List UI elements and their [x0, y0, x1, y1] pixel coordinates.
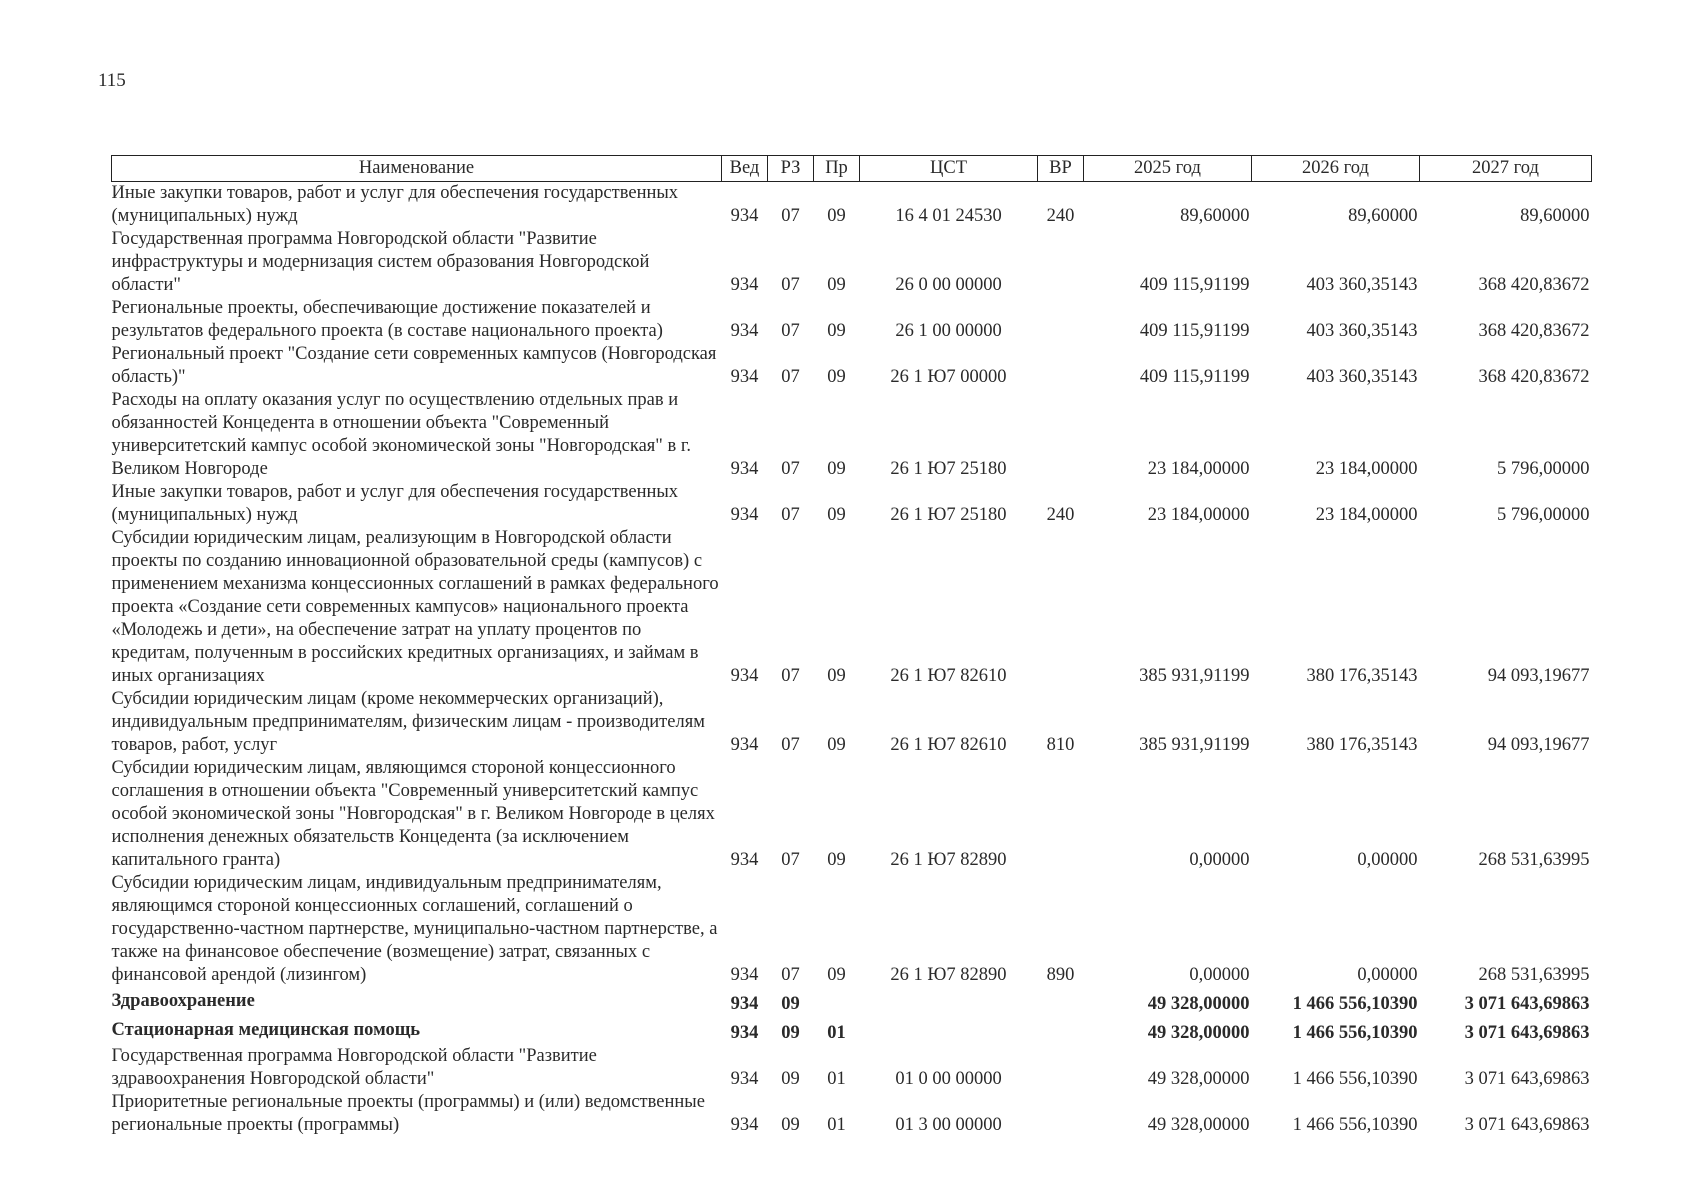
row-2027: 3 071 643,69863 — [1464, 1069, 1590, 1089]
row-vr — [1038, 1091, 1084, 1137]
row-rz: 07 — [781, 965, 800, 985]
row-2027: 268 531,63995 — [1478, 965, 1590, 985]
table-row — [112, 228, 1592, 297]
row-rz: 07 — [781, 850, 800, 870]
row-2026: 1 466 556,10390 — [1292, 1069, 1418, 1089]
table-row — [112, 389, 1592, 481]
row-ved: 934 — [730, 965, 759, 985]
row-2025: 385 931,91199 — [1139, 666, 1250, 686]
row-2027: 368 420,83672 — [1478, 367, 1590, 387]
row-ved: 934 — [730, 735, 759, 755]
table-row — [112, 182, 1592, 229]
row-2026: 403 360,35143 — [1306, 275, 1418, 295]
row-cst: 01 0 00 00000 — [895, 1069, 1002, 1089]
row-ved: 934 — [730, 321, 759, 341]
row-2026: 380 176,35143 — [1306, 735, 1418, 755]
row-cst — [860, 987, 1038, 1016]
table-row-section — [112, 987, 1592, 1016]
row-vr — [1038, 1045, 1084, 1091]
row-2025: 409 115,91199 — [1139, 367, 1250, 387]
row-pr: 09 — [827, 850, 846, 870]
row-name: Иные закупки товаров, работ и услуг для обеспечения государственных (муниципальных) нужд — [111, 183, 679, 226]
table-row — [112, 688, 1592, 757]
row-ved: 934 — [730, 1115, 759, 1135]
row-name: Расходы на оплату оказания услуг по осуществлению отдельных прав и обязанностей Концедента в отношении объекта "Современный университетский кампус особой экономической зоны "Новгородская" в г. Великом Новгороде — [111, 390, 691, 479]
row-2026: 89,60000 — [1348, 206, 1418, 226]
row-vr — [1038, 987, 1084, 1016]
row-2027: 268 531,63995 — [1478, 850, 1590, 870]
row-ved: 934 — [730, 459, 759, 479]
row-name: Региональные проекты, обеспечивающие достижение показателей и результатов федерального проекта (в составе национального проекта) — [111, 298, 663, 341]
table-row — [112, 757, 1592, 872]
row-2027: 89,60000 — [1520, 206, 1590, 226]
row-vr — [1038, 757, 1084, 872]
page-number: 115 — [98, 70, 126, 91]
table-row — [112, 297, 1592, 343]
row-2026: 403 360,35143 — [1306, 321, 1418, 341]
row-vr: 810 — [1046, 735, 1075, 755]
table-row — [112, 481, 1592, 527]
row-pr: 09 — [827, 459, 846, 479]
row-2025: 0,00000 — [1189, 850, 1250, 870]
row-2025: 49 328,00000 — [1147, 1115, 1250, 1135]
table-row-subsection — [112, 1016, 1592, 1045]
row-pr: 09 — [827, 206, 846, 226]
row-rz: 09 — [781, 1069, 800, 1089]
row-cst: 26 0 00 00000 — [895, 275, 1002, 295]
row-cst: 26 1 Ю7 00000 — [890, 367, 1007, 387]
row-2026: 1 466 556,10390 — [1292, 994, 1418, 1014]
row-rz: 09 — [781, 1115, 800, 1135]
row-ved: 934 — [730, 1023, 759, 1043]
row-name: Стационарная медицинская помощь — [111, 1020, 421, 1040]
row-name: Региональный проект "Создание сети современных кампусов (Новгородская область)" — [111, 344, 717, 387]
header-2025: 2025 год — [1084, 156, 1252, 182]
header-name: Наименование — [112, 156, 722, 182]
row-2027: 368 420,83672 — [1478, 321, 1590, 341]
row-2026: 23 184,00000 — [1315, 505, 1418, 525]
row-pr: 01 — [827, 1069, 846, 1089]
row-pr: 09 — [827, 666, 846, 686]
row-vr — [1038, 389, 1084, 481]
row-vr: 240 — [1046, 206, 1075, 226]
row-pr: 09 — [827, 367, 846, 387]
row-2025: 89,60000 — [1180, 206, 1250, 226]
row-2026: 0,00000 — [1357, 965, 1418, 985]
row-vr — [1038, 297, 1084, 343]
row-2027: 368 420,83672 — [1478, 275, 1590, 295]
row-cst: 26 1 Ю7 25180 — [890, 459, 1007, 479]
row-pr: 09 — [827, 965, 846, 985]
row-rz: 07 — [781, 505, 800, 525]
row-ved: 934 — [730, 505, 759, 525]
row-name: Субсидии юридическим лицам (кроме некоммерческих организаций), индивидуальным предпринимателям, физическим лицам - производителям товаров, работ, услуг — [111, 689, 705, 755]
header-pr: Пр — [814, 156, 860, 182]
row-ved: 934 — [730, 206, 759, 226]
row-pr: 01 — [827, 1023, 846, 1043]
row-2025: 49 328,00000 — [1147, 994, 1250, 1014]
row-vr: 240 — [1046, 505, 1075, 525]
row-cst: 26 1 Ю7 25180 — [890, 505, 1007, 525]
table-row — [112, 527, 1592, 688]
row-rz: 07 — [781, 367, 800, 387]
row-2025: 385 931,91199 — [1139, 735, 1250, 755]
table-header — [112, 156, 1592, 182]
table-row — [112, 343, 1592, 389]
row-2026: 0,00000 — [1357, 850, 1418, 870]
row-2026: 23 184,00000 — [1315, 459, 1418, 479]
row-rz: 09 — [781, 1023, 800, 1043]
row-rz: 09 — [781, 994, 800, 1014]
header-vr: ВР — [1038, 156, 1084, 182]
row-name: Иные закупки товаров, работ и услуг для обеспечения государственных (муниципальных) нужд — [111, 482, 679, 525]
row-ved: 934 — [730, 666, 759, 686]
row-vr — [1038, 343, 1084, 389]
row-vr — [1038, 1016, 1084, 1045]
row-name: Государственная программа Новгородской области "Развитие инфраструктуры и модернизация систем образования Новгородской области" — [111, 229, 650, 295]
table-row — [112, 1045, 1592, 1091]
row-name: Приоритетные региональные проекты (программы) и (или) ведомственные региональные проекты (программы) — [111, 1092, 705, 1135]
row-ved: 934 — [730, 367, 759, 387]
row-rz: 07 — [781, 206, 800, 226]
row-pr: 09 — [827, 505, 846, 525]
row-cst: 26 1 Ю7 82610 — [890, 666, 1007, 686]
row-2026: 403 360,35143 — [1306, 367, 1418, 387]
row-rz: 07 — [781, 275, 800, 295]
row-2027: 3 071 643,69863 — [1464, 1023, 1590, 1043]
row-2025: 0,00000 — [1189, 965, 1250, 985]
row-name: Субсидии юридическим лицам, индивидуальным предпринимателям, являющимся стороной концессионных соглашений, соглашений о государственно-частном партнерстве, муниципально-частном партнерстве, а также на финансовое обеспечение (возмещение) затрат, связанных с финансовой арендой (лизингом) — [111, 873, 718, 985]
row-cst — [860, 1016, 1038, 1045]
row-ved: 934 — [730, 275, 759, 295]
row-vr — [1038, 527, 1084, 688]
row-cst: 16 4 01 24530 — [895, 206, 1002, 226]
row-rz: 07 — [781, 666, 800, 686]
row-2027: 94 093,19677 — [1487, 735, 1590, 755]
row-name: Субсидии юридическим лицам, реализующим в Новгородской области проекты по созданию инновационной образовательной среды (кампусов) с применением механизма концессионных соглашений в рамках федерального проекта «Создание сети современных кампусов» национального проекта «Молодежь и дети», на обеспечение затрат на уплату процентов по кредитам, полученным в российских кредитных организациях, и займам в иных организациях — [111, 528, 719, 686]
row-vr: 890 — [1046, 965, 1075, 985]
row-2025: 49 328,00000 — [1147, 1069, 1250, 1089]
header-rz: РЗ — [768, 156, 814, 182]
row-2025: 49 328,00000 — [1147, 1023, 1250, 1043]
row-2027: 3 071 643,69863 — [1464, 1115, 1590, 1135]
row-ved: 934 — [730, 1069, 759, 1089]
row-vr — [1038, 228, 1084, 297]
row-cst: 26 1 00 00000 — [895, 321, 1002, 341]
row-ved: 934 — [730, 994, 759, 1014]
row-pr: 01 — [827, 1115, 846, 1135]
row-2026: 1 466 556,10390 — [1292, 1115, 1418, 1135]
row-pr — [814, 987, 860, 1016]
row-cst: 01 3 00 00000 — [895, 1115, 1002, 1135]
row-2025: 409 115,91199 — [1139, 275, 1250, 295]
header-2026: 2026 год — [1252, 156, 1420, 182]
row-name: Здравоохранение — [111, 991, 255, 1011]
budget-table — [111, 155, 1592, 1137]
row-rz: 07 — [781, 321, 800, 341]
row-pr: 09 — [827, 321, 846, 341]
row-2026: 380 176,35143 — [1306, 666, 1418, 686]
row-2025: 23 184,00000 — [1147, 459, 1250, 479]
row-name: Государственная программа Новгородской области "Развитие здравоохранения Новгородской области" — [111, 1046, 597, 1089]
row-2027: 94 093,19677 — [1487, 666, 1590, 686]
row-pr: 09 — [827, 275, 846, 295]
header-ved: Вед — [722, 156, 768, 182]
row-2027: 5 796,00000 — [1497, 459, 1590, 479]
row-2025: 23 184,00000 — [1147, 505, 1250, 525]
row-2026: 1 466 556,10390 — [1292, 1023, 1418, 1043]
row-name: Субсидии юридическим лицам, являющимся стороной концессионного соглашения в отношении объекта "Современный университетский кампус особой экономической зоны "Новгородская" в г. Великом Новгороде в целях исполнения денежных обязательств Концедента (за исключением капитального гранта) — [111, 758, 715, 870]
row-cst: 26 1 Ю7 82890 — [890, 850, 1007, 870]
row-cst: 26 1 Ю7 82890 — [890, 965, 1007, 985]
row-rz: 07 — [781, 459, 800, 479]
header-2027: 2027 год — [1420, 156, 1592, 182]
header-cst: ЦСТ — [860, 156, 1038, 182]
row-2027: 3 071 643,69863 — [1464, 994, 1590, 1014]
table-row — [112, 872, 1592, 987]
row-cst: 26 1 Ю7 82610 — [890, 735, 1007, 755]
table-row — [112, 1091, 1592, 1137]
row-ved: 934 — [730, 850, 759, 870]
row-rz: 07 — [781, 735, 800, 755]
row-2027: 5 796,00000 — [1497, 505, 1590, 525]
row-pr: 09 — [827, 735, 846, 755]
row-2025: 409 115,91199 — [1139, 321, 1250, 341]
